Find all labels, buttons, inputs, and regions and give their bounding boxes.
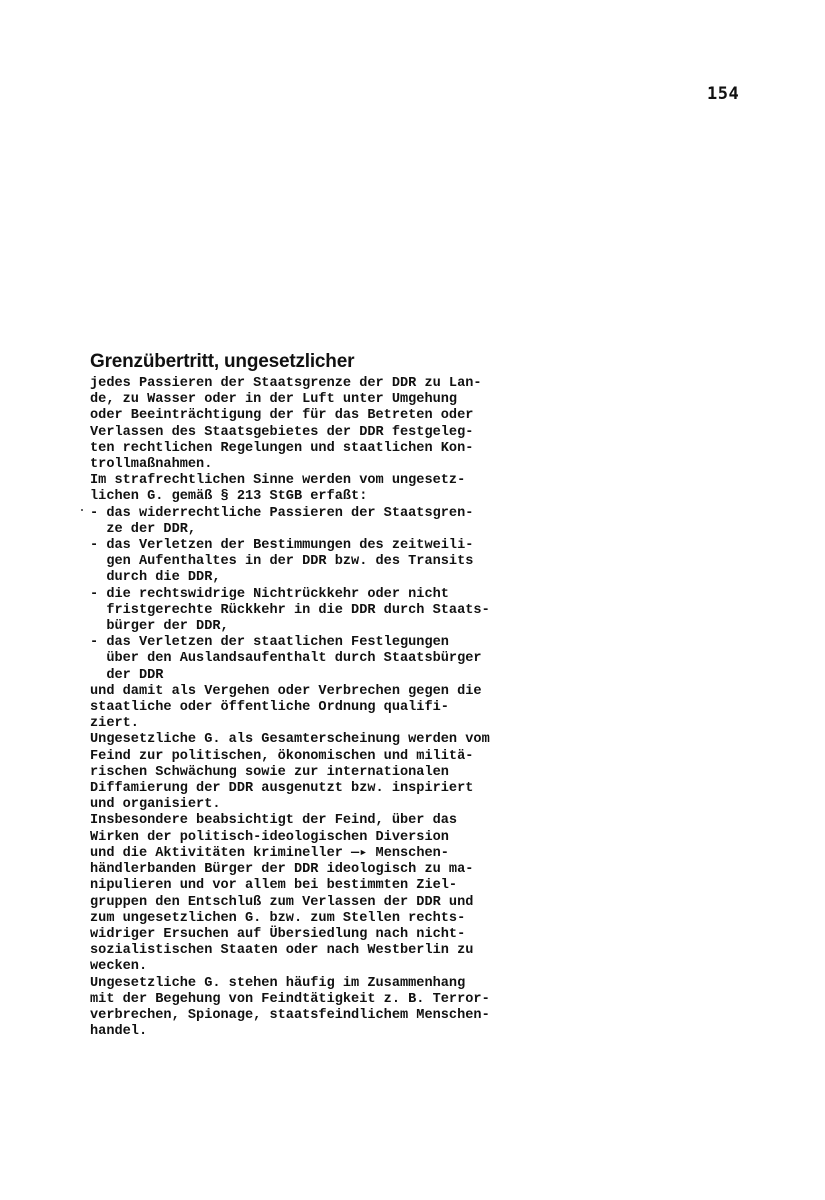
text-line: Verlassen des Staatsgebietes der DDR festgeleg- — [90, 424, 474, 440]
text-line: Ungesetzliche G. als Gesamterscheinung werden vom — [90, 732, 490, 748]
page-number: 154 — [707, 84, 740, 104]
list-item-line: bürger der DDR, — [90, 619, 229, 635]
list-item-line: ze der DDR, — [90, 521, 197, 537]
text-line: lichen G. gemäß § 213 StGB erfaßt: — [90, 489, 368, 505]
text-line: wecken. — [90, 959, 148, 975]
text-line: Feind zur politischen, ökonomischen und militä- — [90, 748, 474, 764]
text-line: ten rechtlichen Regelungen und staatlichen Kon- — [90, 440, 474, 456]
list-item-line: - das Verletzen der Bestimmungen des zeitweili- — [90, 538, 474, 554]
list-item-line: - die rechtswidrige Nichtrückkehr oder nicht — [90, 586, 449, 602]
text-line: trollmaßnahmen. — [90, 457, 213, 473]
list-item-line: gen Aufenthaltes in der DDR bzw. des Transits — [90, 554, 474, 570]
list-item-line: fristgerechte Rückkehr in die DDR durch Staats- — [90, 602, 490, 618]
text-line: widriger Ersuchen auf Übersiedlung nach nicht- — [90, 926, 466, 942]
text-line: und damit als Vergehen oder Verbrechen gegen die — [90, 683, 482, 699]
stray-ink-mark — [81, 509, 83, 511]
text-line: Ungesetzliche G. stehen häufig im Zusammenhang — [90, 975, 466, 991]
text-line: Wirken der politisch-ideologischen Diversion — [90, 829, 449, 845]
text-line: und organisiert. — [90, 797, 221, 813]
text-line: zum ungesetzlichen G. bzw. zum Stellen rechts- — [90, 910, 466, 926]
text-line: Insbesondere beabsichtigt der Feind, über das — [90, 813, 458, 829]
text-line: jedes Passieren der Staatsgrenze der DDR zu Lan- — [90, 376, 482, 391]
text-line: oder Beeinträchtigung der für das Betreten oder — [90, 408, 474, 424]
text-line: rischen Schwächung sowie zur internationalen — [90, 764, 449, 780]
text-line: und die Aktivitäten krimineller —▸ Menschen- — [90, 845, 449, 861]
text-line: händlerbanden Bürger der DDR ideologisch zu ma- — [90, 862, 474, 878]
text-line: gruppen den Entschluß zum Verlassen der DDR und — [90, 894, 474, 910]
text-line: sozialistischen Staaten oder nach Westberlin zu — [90, 943, 474, 959]
entry-body — [90, 376, 590, 1040]
list-item-line: über den Auslandsaufenthalt durch Staatsbürger — [90, 651, 482, 667]
text-line: handel. — [90, 1024, 148, 1040]
text-line: Im strafrechtlichen Sinne werden vom ungesetz- — [90, 473, 466, 489]
list-item-line: - das Verletzen der staatlichen Festlegungen — [90, 635, 449, 651]
entry-heading: Grenzübertritt, ungesetzlicher — [90, 351, 355, 372]
text-line: ziert. — [90, 716, 139, 732]
text-line: verbrechen, Spionage, staatsfeindlichem Menschen- — [90, 1007, 490, 1023]
list-item-line: - das widerrechtliche Passieren der Staatsgren- — [90, 505, 474, 521]
text-line: de, zu Wasser oder in der Luft unter Umgehung — [90, 392, 458, 408]
text-line: Diffamierung der DDR ausgenutzt bzw. inspiriert — [90, 781, 474, 797]
list-item-line: der DDR — [90, 667, 164, 683]
list-item-line: durch die DDR, — [90, 570, 221, 586]
text-line: mit der Begehung von Feindtätigkeit z. B. Terror- — [90, 991, 490, 1007]
text-line: staatliche oder öffentliche Ordnung qualifi- — [90, 700, 449, 716]
text-line: nipulieren und vor allem bei bestimmten Ziel- — [90, 878, 458, 894]
